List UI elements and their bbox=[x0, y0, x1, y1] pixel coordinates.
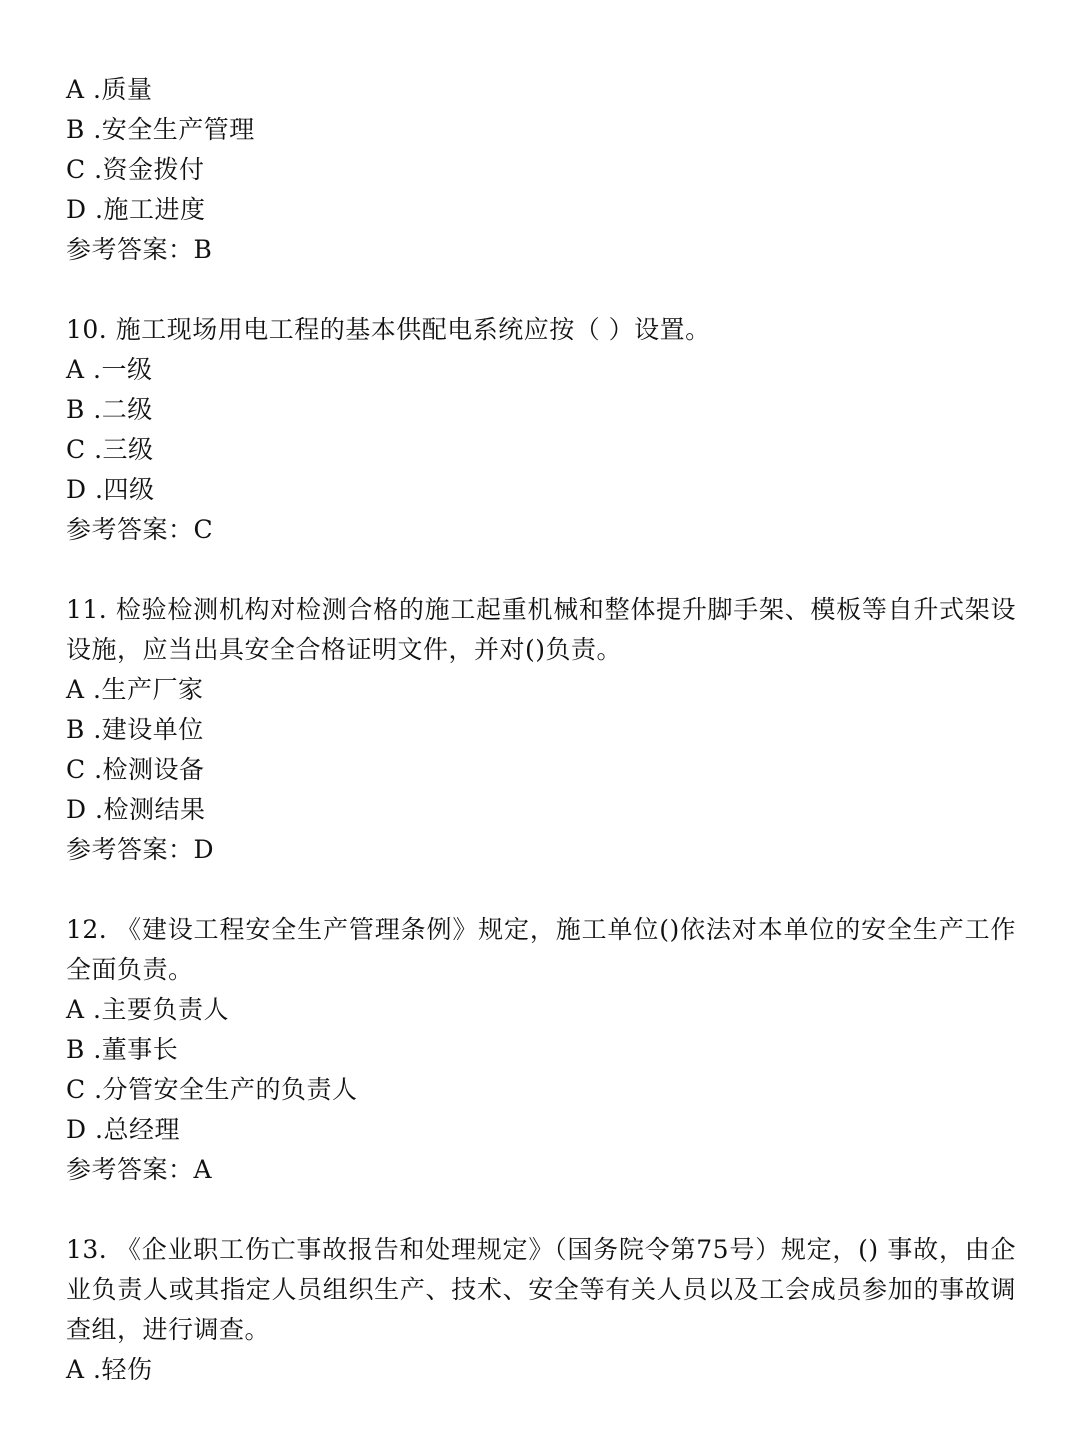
option-a: A .主要负责人 bbox=[66, 995, 229, 1024]
spacer bbox=[66, 550, 1016, 590]
option-b: B .二级 bbox=[66, 395, 153, 424]
question-stem: 13. 《企业职工伤亡事故报告和处理规定》（国务院令第75号）规定，() 事故，由企业负责人或其指定人员组织生产、技术、安全等有关人员以及工会成员参加的事故调查组，进行调查。 bbox=[66, 1235, 1016, 1344]
exam-page bbox=[66, 70, 1016, 1390]
question-block-10 bbox=[66, 310, 1016, 550]
reference-answer: 参考答案：C bbox=[66, 515, 214, 544]
spacer bbox=[66, 1190, 1016, 1230]
option-d: D .检测结果 bbox=[66, 795, 206, 824]
option-b: B .安全生产管理 bbox=[66, 115, 255, 144]
question-block-13 bbox=[66, 1230, 1016, 1390]
option-c: C .资金拨付 bbox=[66, 155, 205, 184]
question-stem: 11. 检验检测机构对检测合格的施工起重机械和整体提升脚手架、模板等自升式架设设施，应当出具安全合格证明文件，并对()负责。 bbox=[66, 595, 1016, 664]
question-block-12 bbox=[66, 910, 1016, 1190]
option-c: C .三级 bbox=[66, 435, 154, 464]
option-a: A .一级 bbox=[66, 355, 153, 384]
spacer bbox=[66, 870, 1016, 910]
question-stem: 10. 施工现场用电工程的基本供配电系统应按（ ）设置。 bbox=[66, 315, 711, 344]
reference-answer: 参考答案：D bbox=[66, 835, 215, 864]
question-block-11 bbox=[66, 590, 1016, 870]
option-a: A .质量 bbox=[66, 75, 153, 104]
option-b: B .建设单位 bbox=[66, 715, 204, 744]
option-a: A .生产厂家 bbox=[66, 675, 204, 704]
question-block-9 bbox=[66, 70, 1016, 270]
option-b: B .董事长 bbox=[66, 1035, 179, 1064]
option-a: A .轻伤 bbox=[66, 1355, 153, 1384]
option-c: C .检测设备 bbox=[66, 755, 205, 784]
reference-answer: 参考答案：B bbox=[66, 235, 213, 264]
reference-answer: 参考答案：A bbox=[66, 1155, 213, 1184]
option-d: D .总经理 bbox=[66, 1115, 180, 1144]
question-stem: 12. 《建设工程安全生产管理条例》规定，施工单位()依法对本单位的安全生产工作全面负责。 bbox=[66, 915, 1016, 984]
option-d: D .施工进度 bbox=[66, 195, 206, 224]
option-d: D .四级 bbox=[66, 475, 155, 504]
option-c: C .分管安全生产的负责人 bbox=[66, 1075, 358, 1104]
spacer bbox=[66, 270, 1016, 310]
